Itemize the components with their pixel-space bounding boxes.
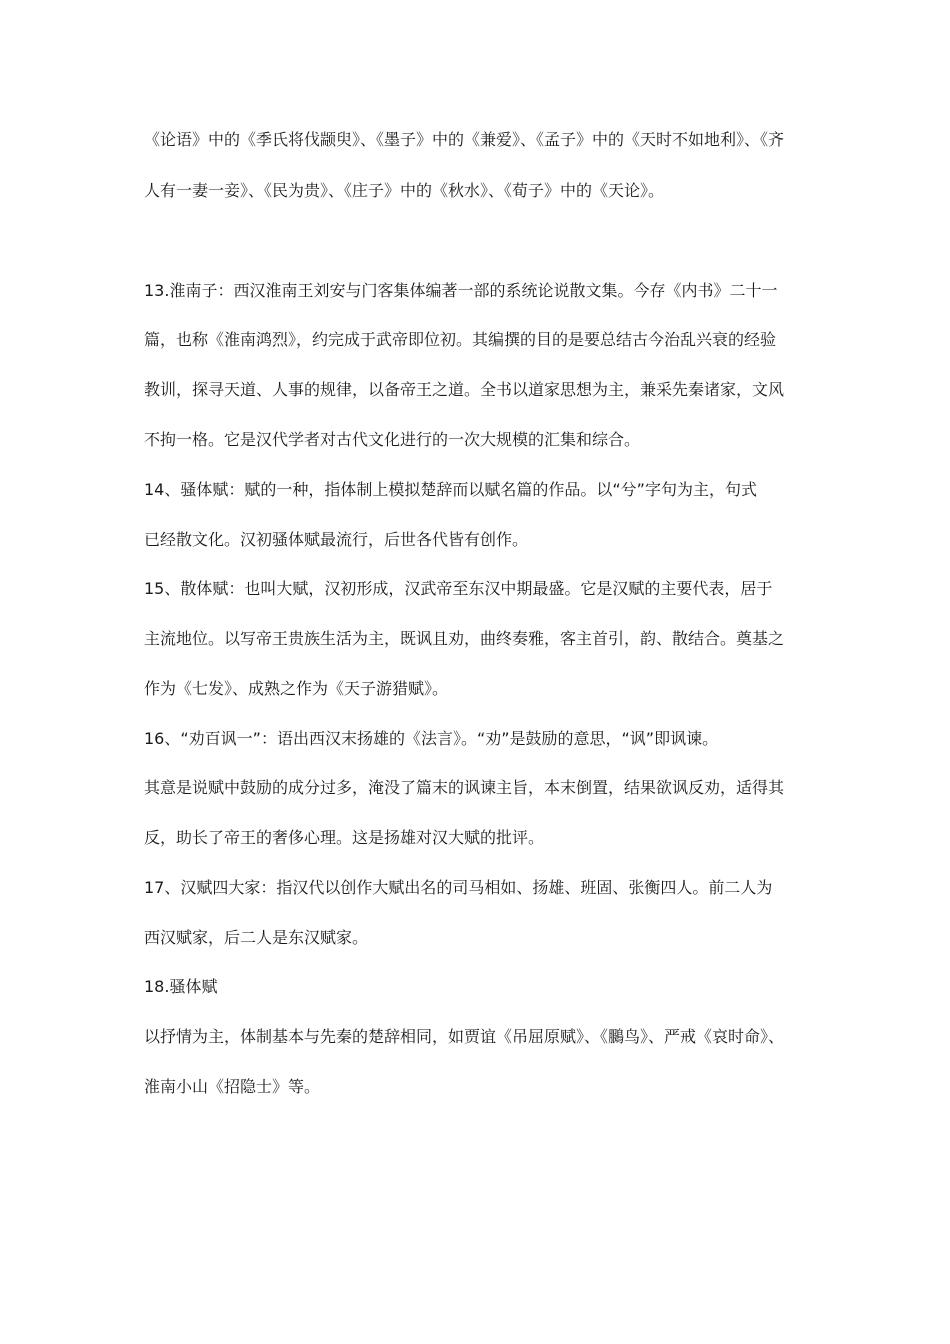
text-line: 不拘一格。它是汉代学者对古代文化进行的一次大规模的汇集和综合。	[144, 430, 641, 449]
text-line: 17、汉赋四大家：指汉代以创作大赋出名的司马相如、扬雄、班固、张衡四人。前二人为	[144, 878, 773, 897]
text-line: 淮南小山《招隐士》等。	[144, 1077, 321, 1096]
text-line: 15、散体赋：也叫大赋，汉初形成，汉武帝至东汉中期最盛。它是汉赋的主要代表，居于	[144, 579, 773, 598]
text-line: 反，助长了帝王的奢侈心理。这是扬雄对汉大赋的批评。	[144, 828, 545, 847]
text-line: 13.淮南子：西汉淮南王刘安与门客集体编著一部的系统论说散文集。今存《内书》二十一	[144, 281, 778, 300]
text-line: 作为《七发》、成熟之作为《天子游猎赋》。	[144, 679, 449, 698]
text-line: 其意是说赋中鼓励的成分过多，淹没了篇末的讽谏主旨，本末倒置，结果欲讽反劝，适得其	[144, 778, 785, 797]
text-line: 教训，探寻天道、人事的规律，以备帝王之道。全书以道家思想为主，兼采先秦诸家，文风	[144, 380, 785, 399]
text-line: 14、骚体赋：赋的一种，指体制上模拟楚辞而以赋名篇的作品。以“兮”字句为主，句式	[144, 480, 757, 499]
text-line: 西汉赋家，后二人是东汉赋家。	[144, 928, 369, 947]
text-line: 已经散文化。汉初骚体赋最流行，后世各代皆有创作。	[144, 530, 529, 549]
text-line: 《论语》中的《季氏将伐颛臾》、《墨子》中的《兼爱》、《孟子》中的《天时不如地利》、《齐	[144, 130, 785, 149]
text-line: 16、“劝百讽一”：语出西汉末扬雄的《法言》。“劝”是鼓励的意思，“讽”即讽谏。	[144, 729, 719, 748]
text-line: 人有一妻一妾》、《民为贵》、《庄子》中的《秋水》、《荀子》中的《天论》。	[144, 181, 665, 200]
section-heading: 18.骚体赋	[144, 977, 218, 996]
text-line: 主流地位。以写帝王贵族生活为主，既讽且劝，曲终奏雅，客主首引，韵、散结合。奠基之	[144, 629, 785, 648]
text-line: 以抒情为主，体制基本与先秦的楚辞相同，如贾谊《吊屈原赋》、《鵩鸟》、严戒《哀时命》、	[144, 1027, 785, 1046]
text-line: 篇，也称《淮南鸿烈》，约完成于武帝即位初。其编撰的目的是要总结古今治乱兴衰的经验	[144, 330, 777, 349]
